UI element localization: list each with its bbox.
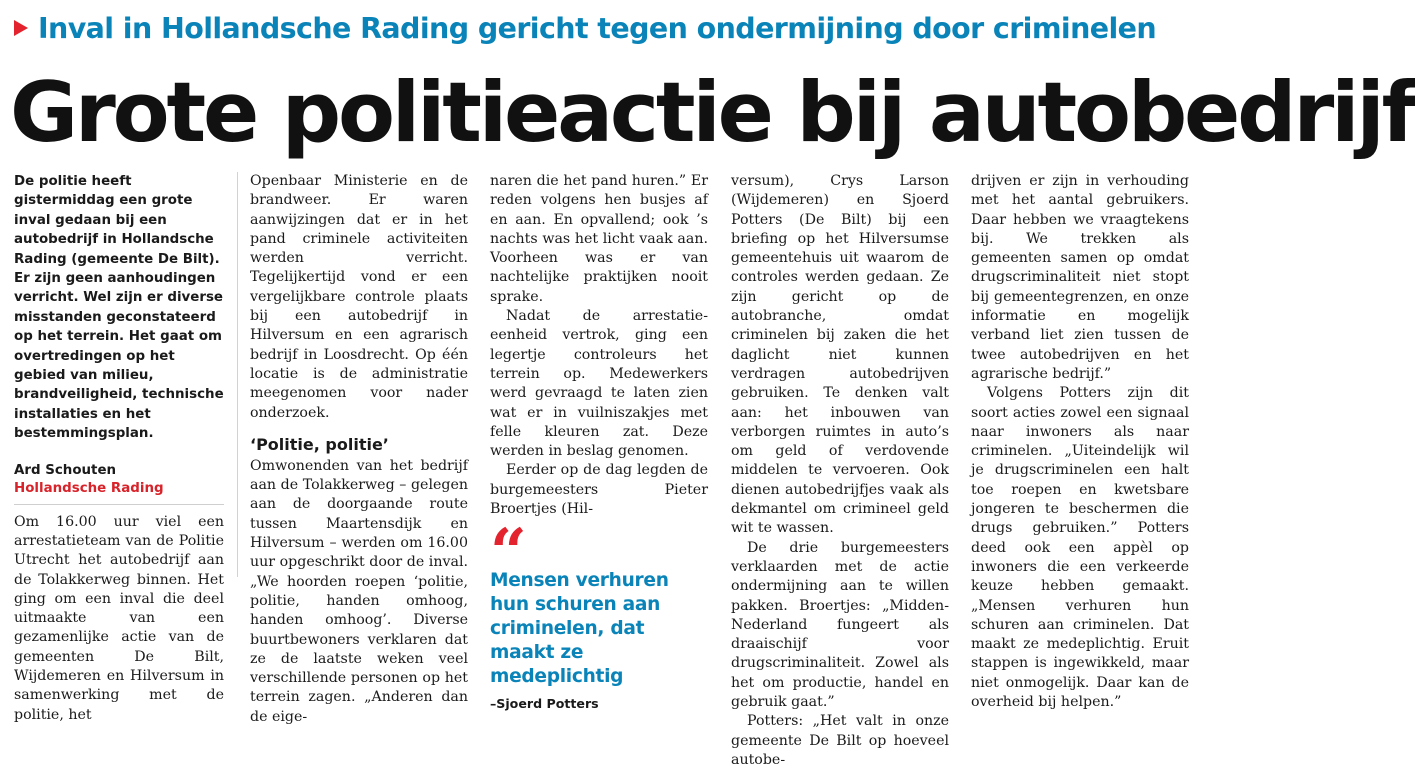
lead-paragraph: De politie heeft gistermiddag een grote inval gedaan bij een autobedrijf in Hollandsche Rading (gemeente De Bilt). Er zijn geen aanhoudingen verricht. Wel zijn er diverse misstanden geconstateerd op het terrein. Het gaat om overtredingen op het gebied van milieu, brandveiligheid, technische installaties en het bestemmingsplan. [14,174,224,442]
kicker [14,6,1194,50]
body-paragraph: Nadat de arrestatie-eenheid vertrok, ging een legertje controleurs het terrein op. Medewerkers werd gevraagd te laten zien wat er in vuilniszakjes met felle kleuren zat. Deze werden in beslag genomen. [490,308,708,460]
column-1 [14,172,224,723]
quote-mark-icon: “ [490,515,527,591]
subheading: ‘Politie, politie’ [250,434,389,454]
pull-quote [490,515,708,713]
body-paragraph: drijven er zijn in verhouding met het aantal gebruikers. Daar hebben we vraagtekens bij. We trekken als gemeenten samen op omdat drugscriminaliteit niet stopt bij gemeentegrenzen, en onze informatie en mogelijk verband liet zien tussen de twee autobedrijven en het agrarische bedrijf.” [971,173,1189,382]
kicker-text: Inval in Hollandsche Rading gericht tegen ondermijning door criminelen [38,11,1157,45]
body-paragraph: naren die het pand huren.” Er reden volgens hen busjes af en aan. En opvallend; ook ’s nachts was het licht vaak aan. Voorheen was er van nachtelijke praktijken nooit sprake. [490,173,708,305]
byline-author: Ard Schouten [14,462,117,478]
kicker-arrow-icon [14,20,28,36]
body-paragraph: Openbaar Ministerie en de brandweer. Er waren aanwijzingen dat er in het pand criminele activiteiten werden verricht. Tegelijkertijd vond er een vergelijkbare controle plaats bij een autobedrijf in Hilversum en een agrarisch bedrijf in Loosdrecht. Op één locatie is de administratie meegenomen voor nader onderzoek. [250,173,468,421]
body-paragraph: Omwonenden van het bedrijf aan de Tolakkerweg – gelegen aan de doorgaande route tussen Maartensdijk en Hilversum – werden om 16.00 uur opgeschrikt door de inval. „We hoorden roepen ‘politie, politie, handen omhoog, handen omhoog’. Diverse buurtbewoners verklaren dat ze de laatste weken veel verschillende personen op het terrein zagen. „Anderen dan de eige- [250,457,468,725]
body-paragraph: versum), Crys Larson (Wijdemeren) en Sjoerd Potters (De Bilt) bij een briefing op het Hilversumse gemeentehuis uit waarom de controles werden gedaan. Ze zijn gericht op de autobranche, omdat criminelen bij zaken die het daglicht niet kunnen verdragen autobedrijven gebruiken. Te denken valt aan: het inbouwen van verborgen ruimtes in auto’s om geld of verdovende middelen te vervoeren. Ook dienen autobedrijfjes vaak als dekmantel om crimineel geld wit te wassen. [731,173,949,537]
pull-quote-text: Mensen verhuren hun schuren aan criminelen, dat maakt ze medeplichtig [490,570,669,688]
body-paragraph: Om 16.00 uur viel een arrestatieteam van de Politie Utrecht het autobedrijf aan de Tolakkerweg binnen. Het ging om een inval die deel uitmaakte van een gezamenlijke actie van de gemeenten De Bilt, Wijdemeren en Hilversum in samenwerking met de politie, het [14,513,224,723]
column-5 [971,172,1189,711]
column-divider [237,172,238,577]
byline-location: Hollandsche Rading [14,480,224,505]
column-2 [250,172,468,725]
column-4 [731,172,949,768]
body-paragraph: Eerder op de dag legden de burgemeesters Pieter Broertjes (Hil- [490,462,708,518]
body-paragraph: Potters: „Het valt in onze gemeente De Bilt op hoeveel autobe- [731,713,949,768]
body-paragraph: Volgens Potters zijn dit soort acties zowel een signaal naar inwoners als naar criminelen. „Uiteindelijk wil je drugscriminelen een halt toe roepen en kwetsbare jongeren te beschermen die drugs gebruiken.” Potters deed ook een appèl op inwoners die een verkeerde keuze hebben gemaakt. „Mensen verhuren hun schuren aan criminelen. Dat maakt ze medeplichtig. Eruit stappen is ingewikkeld, maar niet onmogelijk. Daar kan de overheid bij helpen.” [971,385,1189,711]
column-3 [490,172,708,712]
headline: Grote politieactie bij autobedrijf [10,64,1415,161]
pull-quote-source: –Sjoerd Potters [490,696,599,712]
body-paragraph: De drie burgemeesters verklaarden met de actie ondermijning aan te willen pakken. Broertjes: „Midden-Nederland fungeert als draaischijf voor drugscriminaliteit. Zowel als het om productie, handel en gebruik gaat.” [731,539,949,711]
